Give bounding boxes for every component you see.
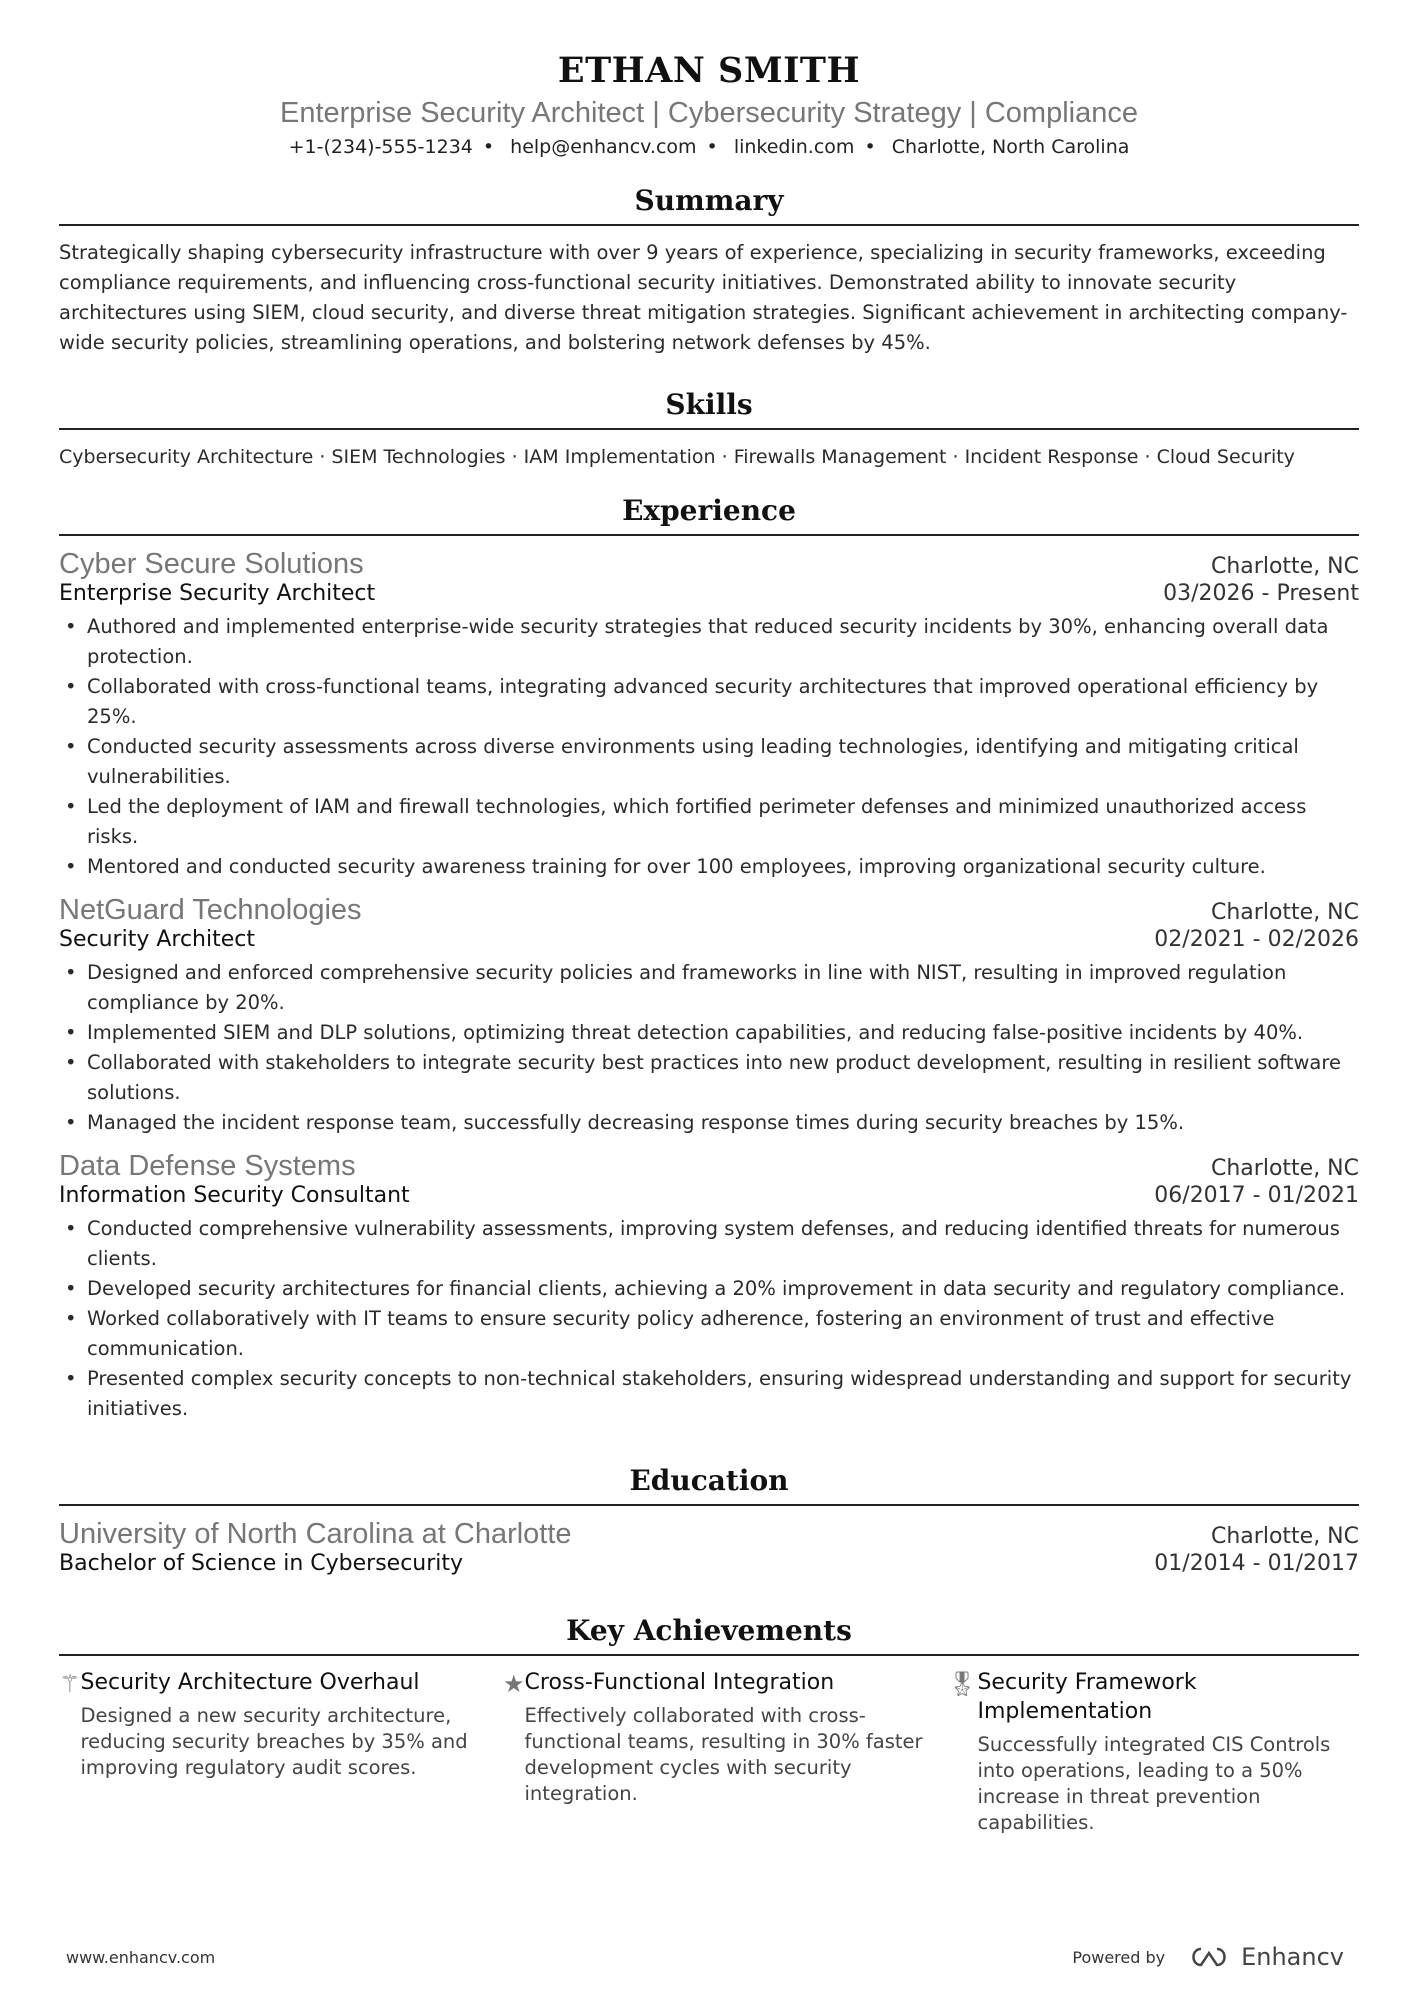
job-dates: 02/2021 - 02/2026: [1154, 927, 1359, 952]
achievement-item: [947, 1668, 1359, 1836]
section-heading: Skills: [59, 388, 1359, 430]
achievement-desc: Successfully integrated CIS Controls into operations, leading to a 50% increase in threat prevention capabilities.: [977, 1733, 1331, 1834]
email[interactable]: help@enhancv.com: [510, 136, 697, 158]
section-heading: Experience: [59, 494, 1359, 536]
achievements-section: [59, 1614, 1359, 1836]
achievement-item: [503, 1668, 947, 1836]
job-title: Information Security Consultant: [59, 1183, 410, 1208]
magic-wand-icon: ⚚: [59, 1670, 81, 1698]
contact-info: +1-(234)-555-1234 • help@enhancv.com • linkedin.com • Charlotte, North Carolina: [288, 136, 1130, 158]
company-name: NetGuard Technologies: [59, 894, 362, 926]
skills-section: [59, 388, 1359, 472]
job-bullet: • Worked collaboratively with IT teams to ensure security policy adherence, fostering an environment of trust and effective communication.: [59, 1304, 1359, 1364]
brand-name: Enhancv: [1241, 1943, 1344, 1971]
job-bullet: • Collaborated with stakeholders to integrate security best practices into new product development, resulting in resilient software solutions.: [59, 1048, 1359, 1108]
job-location: Charlotte, NC: [1211, 900, 1359, 925]
achievement-title: Cross-Functional Integration: [524, 1670, 835, 1695]
section-heading: Key Achievements: [59, 1614, 1359, 1656]
job-title: Security Architect: [59, 927, 255, 952]
job-title: Enterprise Security Architect: [59, 581, 376, 606]
resume: [59, 0, 1359, 1836]
school-location: Charlotte, NC: [1211, 1524, 1359, 1549]
job-bullet: • Implemented SIEM and DLP solutions, optimizing threat detection capabilities, and reducing false-positive incidents by 40%.: [59, 1018, 1359, 1048]
job-entry: [59, 1150, 1359, 1424]
job-location: Charlotte, NC: [1211, 554, 1359, 579]
linkedin[interactable]: linkedin.com: [733, 136, 855, 158]
job-entry: [59, 548, 1359, 882]
achievement-desc: Effectively collaborated with cross-functional teams, resulting in 30% faster development cycles with security integration.: [524, 1704, 923, 1805]
job-dates: 06/2017 - 01/2021: [1154, 1183, 1359, 1208]
section-heading: Education: [59, 1464, 1359, 1506]
job-dates: 03/2026 - Present: [1163, 581, 1359, 606]
website-link[interactable]: www.enhancv.com: [66, 1947, 216, 1967]
section-heading: Summary: [59, 184, 1359, 226]
skills-list: Cybersecurity Architecture · SIEM Technologies · IAM Implementation · Firewalls Management · Incident Response · Cloud Security: [59, 446, 1295, 468]
job-bullets: [59, 958, 1359, 1138]
award-ribbon-icon: 🎖︎: [947, 1670, 978, 1698]
location: Charlotte, North Carolina: [891, 136, 1130, 158]
education-section: [59, 1464, 1359, 1576]
summary-text: Strategically shaping cybersecurity infrastructure with over 9 years of experience, specializing in security frameworks, exceeding compliance requirements, and influencing cross-functional security initiatives. Demonstrated ability to innovate security architectures using SIEM, cloud security, and diverse threat mitigation strategies. Significant achievement in architecting company-wide security policies, streamlining operations, and bolstering network defenses by 45%.: [59, 241, 1348, 354]
job-bullet: • Presented complex security concepts to non-technical stakeholders, ensuring widespread understanding and support for security initiatives.: [59, 1364, 1359, 1424]
phone: +1-(234)-555-1234: [288, 136, 473, 158]
job-bullet: • Collaborated with cross-functional teams, integrating advanced security architectures that improved operational efficiency by 25%.: [59, 672, 1359, 732]
job-bullet: • Developed security architectures for financial clients, achieving a 20% improvement in data security and regulatory compliance.: [59, 1274, 1359, 1304]
footer: [66, 1943, 1344, 1971]
job-bullets: [59, 1214, 1359, 1424]
job-bullet: • Authored and implemented enterprise-wide security strategies that reduced security incidents by 30%, enhancing overall data protection.: [59, 612, 1359, 672]
achievement-title: Security Architecture Overhaul: [80, 1670, 420, 1695]
job-bullet: • Designed and enforced comprehensive security policies and frameworks in line with NIST, resulting in improved regulation compliance by 20%.: [59, 958, 1359, 1018]
powered-by: Powered by: [1072, 1947, 1166, 1967]
experience-section: [59, 494, 1359, 1424]
headline: Enterprise Security Architect | Cybersecurity Strategy | Compliance: [279, 97, 1138, 129]
job-bullet: • Conducted comprehensive vulnerability assessments, improving system defenses, and reducing identified threats for numerous clients.: [59, 1214, 1359, 1274]
enhancv-logo[interactable]: [1187, 1943, 1344, 1971]
company-name: Data Defense Systems: [59, 1150, 356, 1182]
star-icon: ★: [503, 1670, 525, 1698]
achievement-item: [59, 1668, 503, 1836]
job-bullet: • Managed the incident response team, successfully decreasing response times during security breaches by 15%.: [59, 1108, 1359, 1138]
degree: Bachelor of Science in Cybersecurity: [59, 1551, 464, 1576]
candidate-name: ETHAN SMITH: [557, 50, 861, 91]
company-name: Cyber Secure Solutions: [59, 548, 364, 580]
job-location: Charlotte, NC: [1211, 1156, 1359, 1181]
achievement-desc: Designed a new security architecture, reducing security breaches by 35% and improving regulatory audit scores.: [80, 1704, 468, 1779]
enhancv-logo-icon: [1187, 1945, 1233, 1969]
education-dates: 01/2014 - 01/2017: [1154, 1551, 1359, 1576]
job-entry: [59, 894, 1359, 1138]
job-bullet: • Led the deployment of IAM and firewall technologies, which fortified perimeter defenses and minimized unauthorized access risks.: [59, 792, 1359, 852]
job-bullets: [59, 612, 1359, 882]
job-bullet: • Mentored and conducted security awareness training for over 100 employees, improving organizational security culture.: [59, 852, 1359, 882]
school-name: University of North Carolina at Charlotte: [59, 1518, 572, 1550]
achievement-title: Security Framework Implementation: [977, 1670, 1197, 1724]
job-bullet: • Conducted security assessments across diverse environments using leading technologies, identifying and mitigating critical vulnerabilities.: [59, 732, 1359, 792]
summary-section: [59, 184, 1359, 358]
